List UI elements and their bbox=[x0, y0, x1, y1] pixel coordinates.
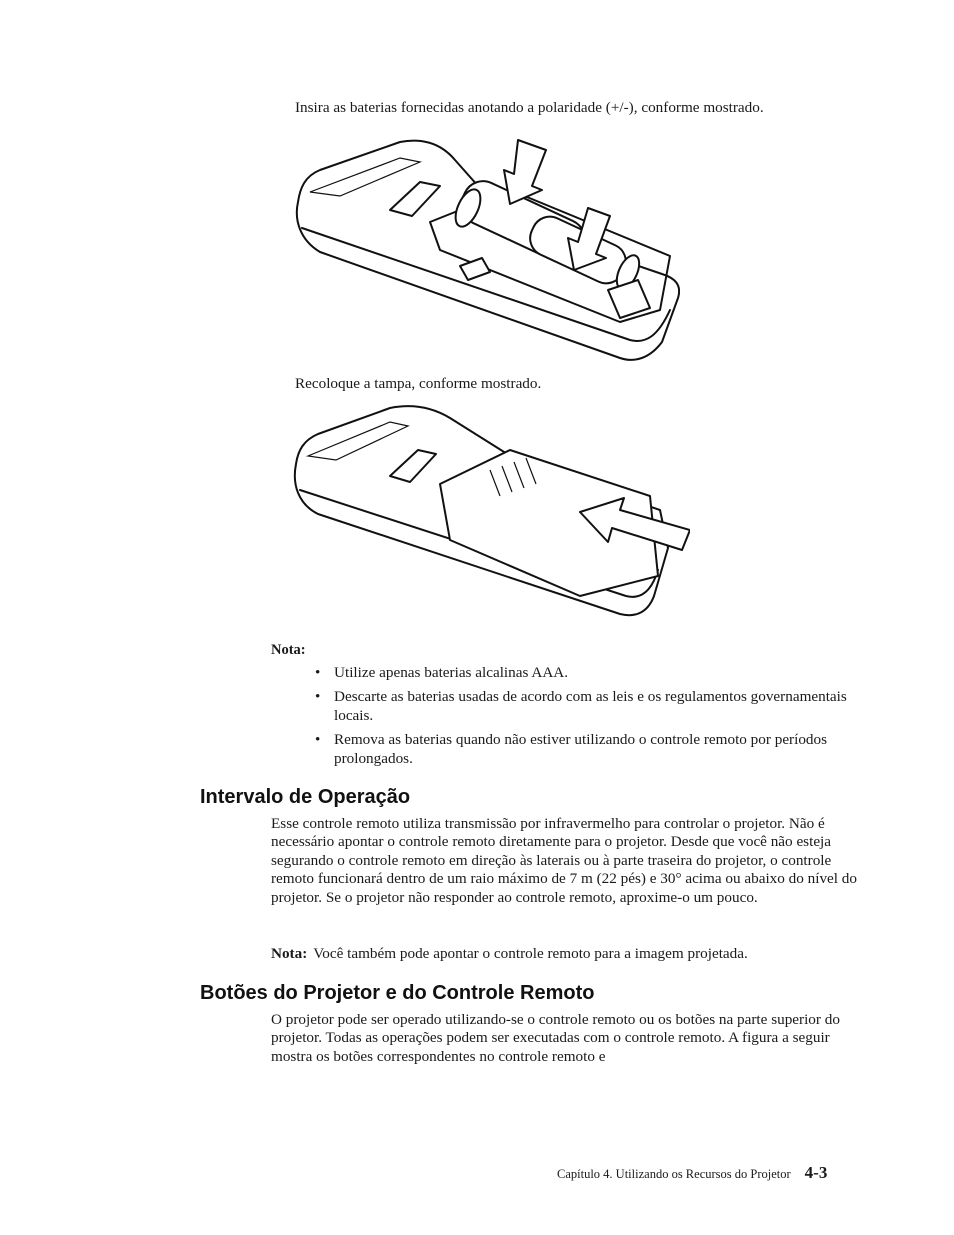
note-bullet-text: Remova as baterias quando não estiver utilizando o controle remoto por períodos prolongados. bbox=[334, 731, 828, 767]
interval-note bbox=[271, 945, 871, 963]
page-footer bbox=[557, 1163, 827, 1183]
cover-replace-illustration bbox=[290, 400, 690, 620]
interval-paragraph: Esse controle remoto utiliza transmissão por infravermelho para controlar o projetor. Não é necessário apontar o controle remoto diretamente para o projetor. Desde que você não esteja segurando o controle remoto em direção às laterais ou à parte traseira do projetor, o controle remoto funcionará dentro de um raio máximo de 7 m (22 pés) e 30° acima ou abaixo do nível do projetor. Se o projetor não responder ao controle remoto, aproxime-o um pouco. bbox=[271, 815, 857, 906]
section-heading-interval: Intervalo de Operação bbox=[200, 786, 411, 808]
section-heading-buttons: Botões do Projetor e do Controle Remoto bbox=[200, 982, 595, 1004]
bullet-icon: • bbox=[315, 731, 321, 749]
note-bullet-text: Descarte as baterias usadas de acordo com as leis e os regulamentos governamentais locais. bbox=[334, 688, 847, 724]
note-bullet-text: Utilize apenas baterias alcalinas AAA. bbox=[334, 664, 569, 681]
note-title: Nota: bbox=[271, 642, 306, 658]
list-item bbox=[315, 664, 875, 682]
note-bullet-list bbox=[315, 664, 875, 774]
bullet-icon: • bbox=[315, 688, 321, 706]
note-label: Nota: bbox=[271, 945, 308, 962]
list-item bbox=[315, 731, 875, 768]
page-number: 4-3 bbox=[804, 1163, 828, 1182]
bullet-icon: • bbox=[315, 664, 321, 681]
step-replace-cover: Recoloque a tampa, conforme mostrado. bbox=[295, 375, 542, 392]
buttons-paragraph: O projetor pode ser operado utilizando-se o controle remoto ou os botões na parte superior do projetor. Todas as operações podem ser executadas com o controle remoto. A figura a seguir mostra os botões correspondentes no controle remoto e bbox=[271, 1011, 840, 1065]
battery-insert-illustration bbox=[290, 130, 680, 365]
list-item bbox=[315, 688, 875, 725]
note-text: Você também pode apontar o controle remoto para a imagem projetada. bbox=[313, 945, 748, 962]
footer-chapter: Capítulo 4. Utilizando os Recursos do Projetor bbox=[557, 1167, 791, 1181]
step-insert-batteries: Insira as baterias fornecidas anotando a polaridade (+/-), conforme mostrado. bbox=[295, 99, 764, 116]
